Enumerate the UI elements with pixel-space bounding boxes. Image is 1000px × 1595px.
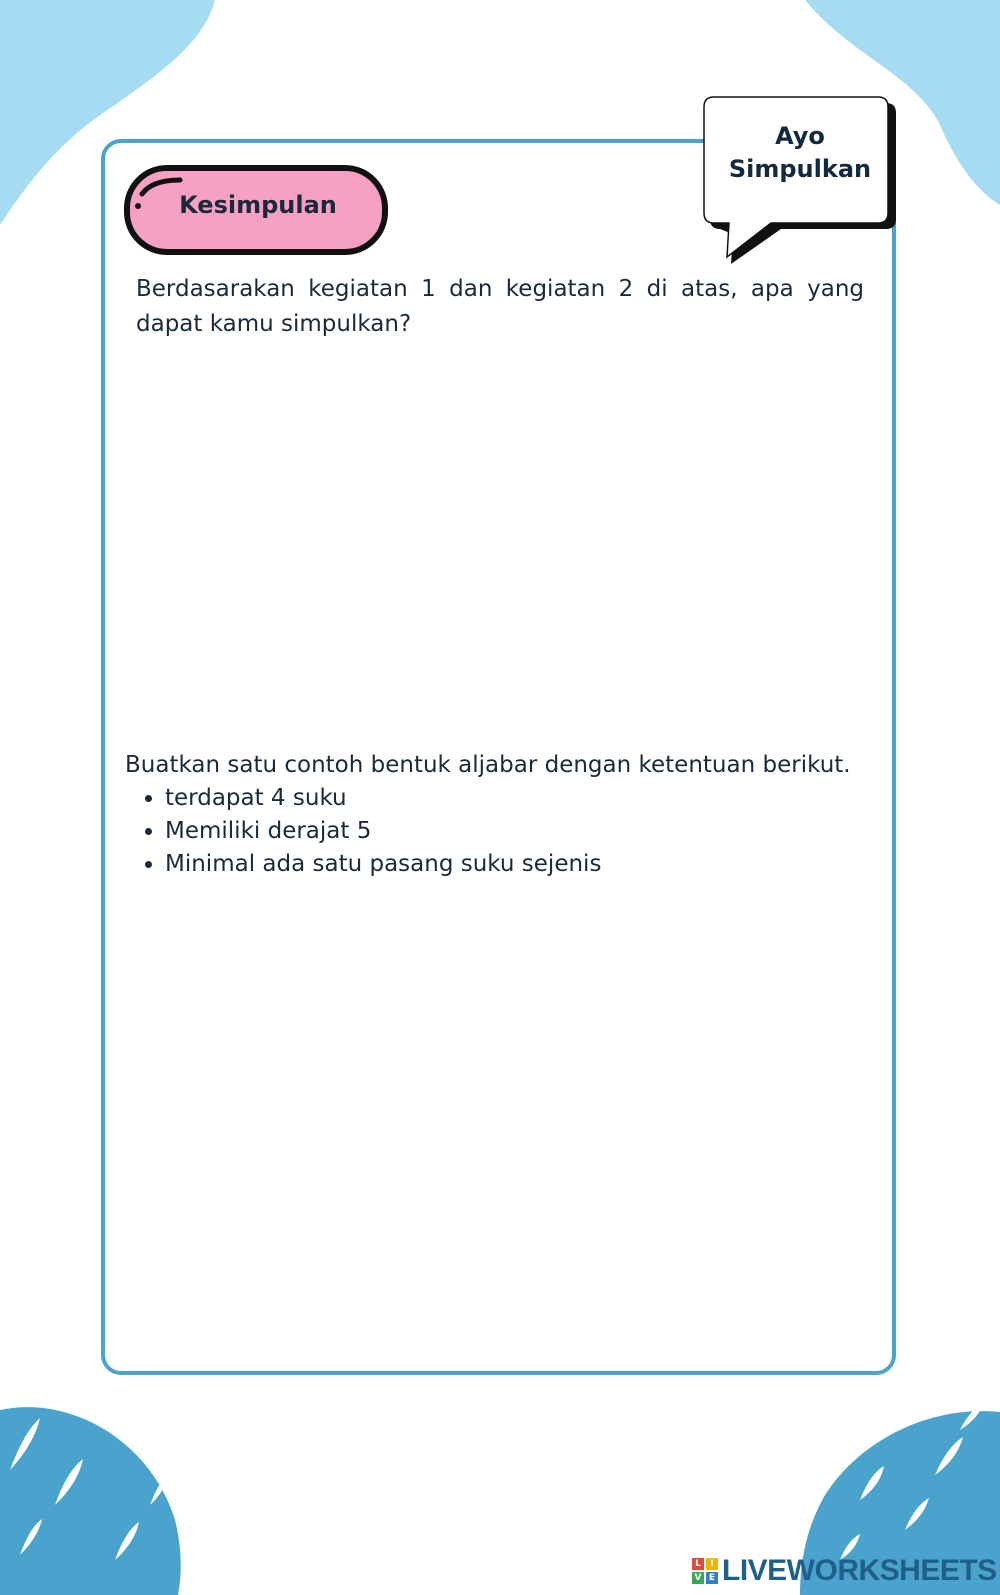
speech-bubble	[703, 96, 903, 271]
list-item: • Minimal ada satu pasang suku sejenis	[165, 848, 885, 881]
list-item: • Memiliki derajat 5	[165, 815, 885, 848]
liveworksheets-brand	[692, 1552, 997, 1590]
speech-bubble-text	[703, 120, 897, 186]
list-item: • terdapat 4 suku	[165, 782, 885, 815]
task-intro: Buatkan satu contoh bentuk aljabar dengan ketentuan berikut.	[125, 752, 851, 778]
brand-name: LIVEWORKSHEETS	[722, 1554, 997, 1587]
section-heading-pill	[124, 164, 392, 260]
task-block	[125, 749, 885, 881]
speech-bubble-line-2: Simpulkan	[728, 155, 872, 183]
question-text: Berdasarakan kegiatan 1 dan kegiatan 2 di atas, apa yang dapat kamu simpulkan?	[136, 276, 864, 337]
section-heading: Kesimpulan	[179, 191, 337, 219]
liveworksheets-logo-icon: L I V E	[692, 1558, 718, 1584]
task-criteria-list	[125, 782, 885, 881]
speech-bubble-line-1: Ayo	[775, 122, 825, 150]
